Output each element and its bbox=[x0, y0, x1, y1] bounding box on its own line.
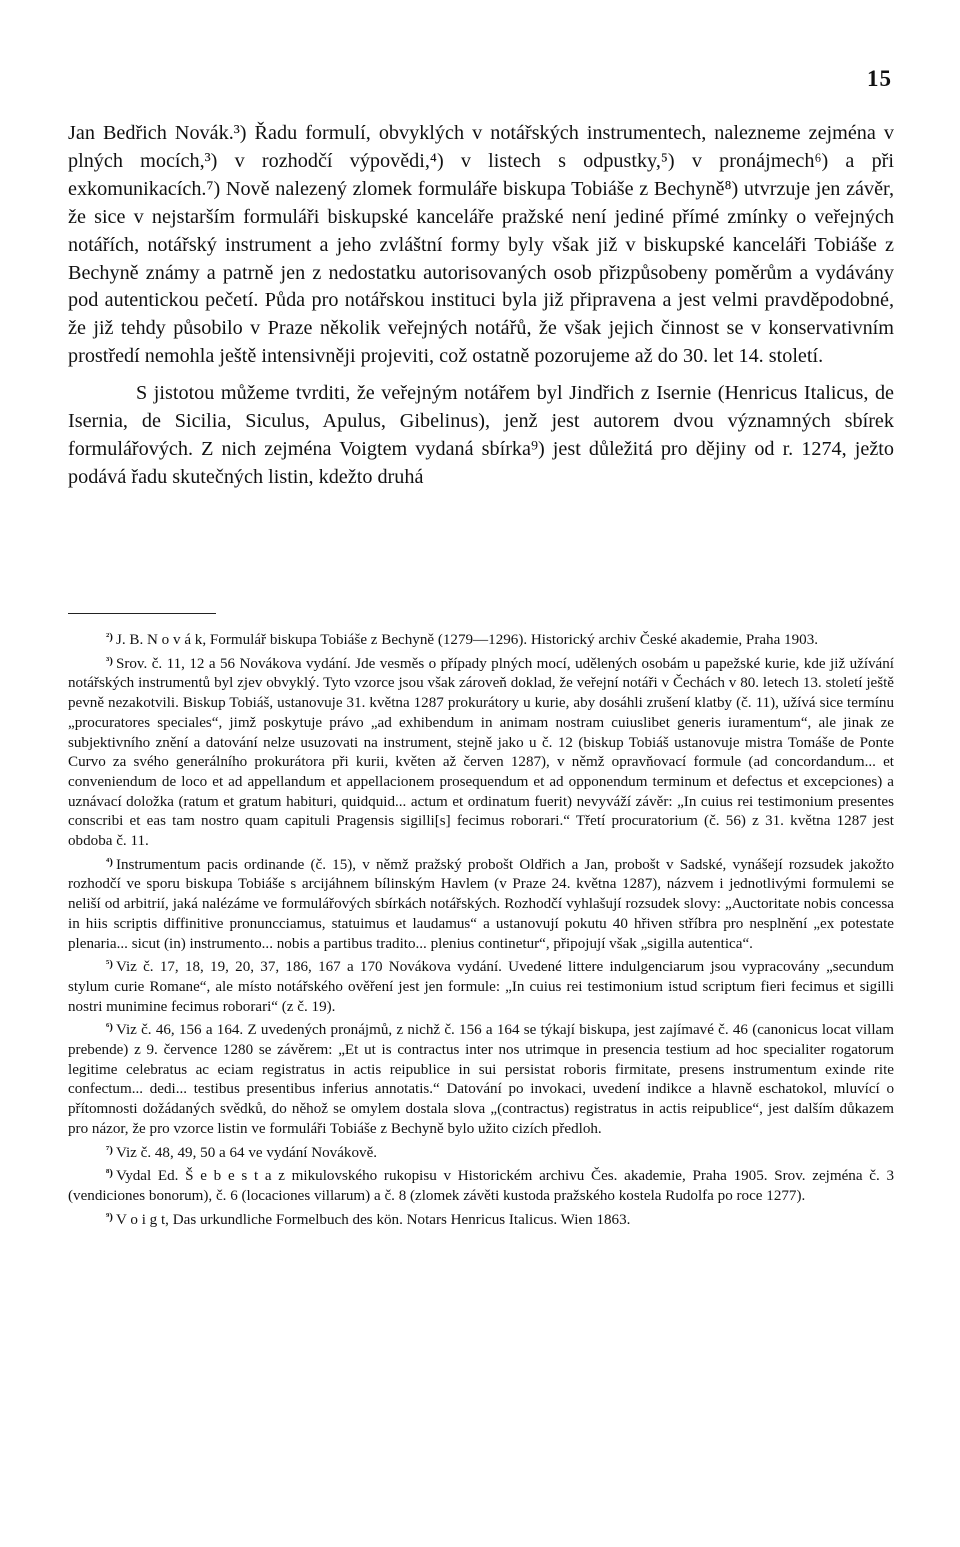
page-number: 15 bbox=[867, 66, 892, 91]
footnote bbox=[68, 853, 894, 955]
footnote-marker: ⁹) bbox=[106, 1210, 113, 1223]
footnote-marker: ⁷) bbox=[106, 1143, 113, 1156]
main-paragraph: S jistotou můžeme tvrditi, že veřejným notářem byl Jindřich z Isernie (Henricus Italicus, de Isernia, de Sicilia, Siculus, Apulus, Gibelinus), jenž jest autorem dvou významných sbírek formulářových. Z nich zejména Voigtem vydaná sbírka⁹) jest důležitá pro dějiny od r. 1274, ježto podává řadu skutečných listin, kdežto druhá bbox=[68, 382, 894, 488]
footnote-text: V o i g t, Das urkundliche Formelbuch des kön. Notars Henricus Italicus. Wien 1863. bbox=[115, 1211, 631, 1228]
footnote-text: Vydal Ed. Š e b e s t a z mikulovského rukopisu v Historickém archivu Čes. akademie, Praha 1905. Srov. zejména č. 3 (vendiciones bonorum), č. 6 (locaciones villarum) a č. 8 (zlomek závěti kustoda pražského kostela Rudolfa po roce 1277). bbox=[68, 1168, 894, 1204]
footnote bbox=[68, 1141, 894, 1164]
footnote-marker: ⁸) bbox=[106, 1167, 113, 1180]
footnote-text: Viz č. 46, 156 a 164. Z uvedených pronájmů, z nichž č. 156 a 164 se týkají biskupa, jest zajímavé č. 46 (canonicus locat villam prebende) z 9. července 1280 se závěrem: „Et ut is contractus inter nos utrimque in presencia testium ad hoc specialiter rogatorum legitime celebratus ac eciam registratus in actis reipublice in sui persistat roboris firmitate, presens instrumentum exinde rite confectum... dedi... testibus presentibus inferius annotatis.“ Datování po invokaci, uvedení indikce a hlavně eschatokol, mluvící o přítomnosti dožádaných svědků, do něhož se omylem dostala slova „(contractus) registratus in actis reipublice“, jest dalším důkazem pro názor, že pro vzorce listin ve formuláři Tobiáše z Bechyně bylo užito cizích předloh. bbox=[68, 1022, 894, 1137]
footnote bbox=[68, 1164, 894, 1206]
footnote bbox=[68, 628, 894, 651]
main-text bbox=[68, 120, 894, 492]
footnote bbox=[68, 1018, 894, 1139]
footnote bbox=[68, 652, 894, 852]
footnote-text: Instrumentum pacis ordinande (č. 15), v němž pražský probošt Oldřich a Jan, probošt v Sadské, vynášejí rozsudek jakožto rozhodčí ve sporu biskupa Tobiáše s arcijáhnem bílinským Havlem (v Praze 24. května 1287), názvem i jednotlivými formulemi se neliší od arbitrií, jaká nalézáme ve formulářových sbírkách notářských. Rozhodčí vyhlašují rozsudek slovy: „Auctoritate nobis concessa in hiis scriptis diffinitive pronuncciamus, statuimus et laudamus“ a ustanovují pokutu 40 hřiven stříbra pro nesplnění „ex potestate plenaria... sicut (in) instrumento... nobis a partibus tradito... plenius continetur“, připojují však „sigilla autentica“. bbox=[68, 856, 894, 952]
footnote bbox=[68, 1208, 894, 1231]
footnote-marker: ³) bbox=[106, 654, 113, 667]
footnote-marker: ⁶) bbox=[106, 1021, 113, 1034]
footnote-marker: ⁵) bbox=[106, 958, 113, 971]
footnote-marker: ²) bbox=[106, 631, 113, 643]
footnote-text: Srov. č. 11, 12 a 56 Novákova vydání. Jde vesměs o případy plných mocí, udělených osobám u papežské kurie, kde již užívání notářských instrumentů byl zjev obvyklý. Tyto vzorce jsou však zároveň doklad, že veřejní notáři v Čechách v 80. letech 13. století ještě pevně nezakotvili. Biskup Tobiáš, ustanovuje 31. května 1287 prokurátory u kurie, aby dosáhli zrušení klatby (č. 11), užívá sice termínu „procuratores speciales“, jimž poskytuje právo „ad exhibendum in animam nostram cuiuslibet generis iuramentum“, ale jinak ze subjektivního znění a datování nelze usuzovati na instrument, stejně jako u č. 12 (biskup Tobiáš ustanovuje mistra Tomáše de Ponte Curvo za svého generálního prokurátora při kurii, květen až červen 1287), v němž opravňovací formule (ad concordandum... et conveniendum de loco et ad appellandum et appellacionem prosequendum et ad opponendum terminum et defectus et excepciones) a uznávací doložka (ratum et gratum habituri, quidquid... actum et ordinatum fuerit) nevyváží závěr: „In cuius rei testimonium presentes conscribi et eas tam nostro quam capituli Pragensis sigilli[s] fecimus roborari.“ Třetí procuratorium (č. 56) z 31. května 1287 jest obdoba č. 11. bbox=[68, 655, 894, 850]
footnote bbox=[68, 955, 894, 1017]
footnote-marker: ⁴) bbox=[106, 855, 113, 868]
footnote-text: J. B. N o v á k, Formulář biskupa Tobiáše z Bechyně (1279—1296). Historický archiv České akademie, Praha 1903. bbox=[115, 632, 819, 648]
footnote-text: Viz č. 17, 18, 19, 20, 37, 186, 167 a 170 Novákova vydání. Uvedené littere indulgenciarum jsou vypracovány „secundum stylum curie Romane“, ale místo notářského ověření jest jen formule: „In cuius rei testimonium istud scriptum fieri fecimus et sigilli nostri munimine fecimus roborari“ (z č. 19). bbox=[68, 959, 894, 1015]
main-paragraph: Jan Bedřich Novák.³) Řadu formulí, obvyklých v notářských instrumentech, nalezneme zejména v plných mocích,³) v rozhodčí výpovědi,⁴) v listech s odpustky,⁵) v pronájmech⁶) a při exkomunikacích.⁷) Nově nalezený zlomek formuláře biskupa Tobiáše z Bechyně⁸) utvrzuje jen závěr, že sice v nejstarším formuláři biskupské kanceláře pražské není jediné přímé zmínky o veřejných notářích, notářský instrument a jeho zvláštní formy byly však již v biskupské kanceláři Tobiáše z Bechyně známy a patrně jen z nedostatku autorisovaných osob přizpůsobeny poměrům a vydávány pod autentickou pečetí. Půda pro notářskou instituci byla již připravena a jest velmi pravděpodobné, že již tehdy působilo v Praze několik veřejných notářů, že však jejich činnost se v konservativním prostředí nemohla ještě intensivněji projeviti, což ostatně pozorujeme až do 30. let 14. století. bbox=[68, 122, 894, 368]
footnote-divider bbox=[68, 613, 216, 614]
footnote-text: Viz č. 48, 49, 50 a 64 ve vydání Novákově. bbox=[115, 1144, 378, 1161]
footnotes bbox=[68, 628, 894, 1231]
